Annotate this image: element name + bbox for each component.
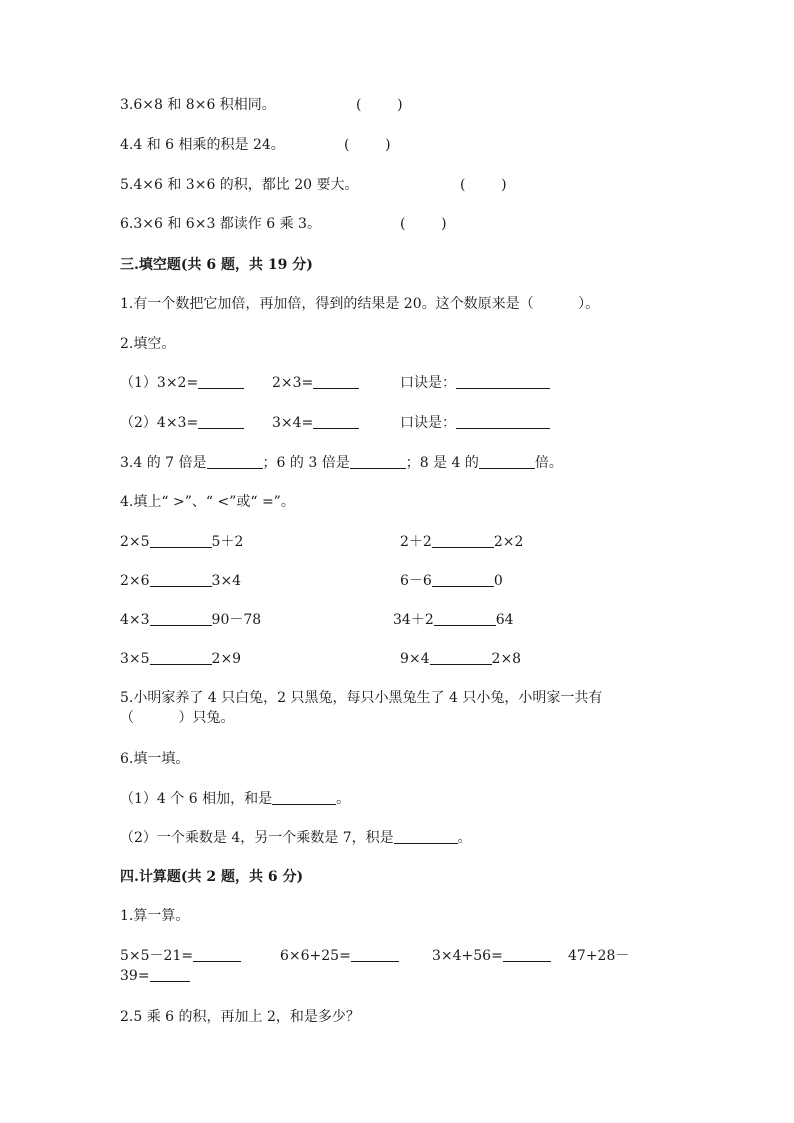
answer-blank[interactable] xyxy=(313,374,359,389)
answer-blank[interactable] xyxy=(207,454,263,469)
calc-expression-4-cont: 39= xyxy=(120,967,190,985)
fill-question-4-title: 4.填上“ >”、“ <”或“ =”。 xyxy=(120,494,295,510)
fill-question-2-row-2-c: 口诀是： xyxy=(400,414,550,432)
fill-question-6-sub-1: （1）4 个 6 相加，和是 。 xyxy=(120,791,351,807)
answer-paren[interactable]: ( ) xyxy=(356,97,403,113)
fill-question-2-row-1-b: 2×3= xyxy=(272,374,359,392)
calc-question-1-title: 1.算一算。 xyxy=(120,908,190,924)
answer-blank[interactable] xyxy=(479,454,535,469)
answer-paren[interactable]: ( ) xyxy=(460,177,507,193)
judge-item-4: 4.4 和 6 相乘的积是 24。 xyxy=(120,137,285,153)
fill-question-2-row-1-c: 口诀是： xyxy=(400,374,550,392)
answer-blank[interactable] xyxy=(456,414,550,429)
judge-item-6: 6.3×6 和 6×3 都读作 6 乘 3。 xyxy=(120,216,321,232)
answer-blank[interactable] xyxy=(394,829,458,844)
answer-blank[interactable] xyxy=(198,374,244,389)
answer-blank[interactable] xyxy=(150,650,212,665)
answer-blank[interactable] xyxy=(351,947,399,962)
calc-question-2: 2.5 乘 6 的积，再加上 2，和是多少？ xyxy=(120,1009,360,1025)
answer-blank[interactable] xyxy=(456,374,550,389)
compare-row-2-right: 6－6 0 xyxy=(400,573,503,589)
answer-blank[interactable] xyxy=(503,947,551,962)
fill-question-5-line-2: （ ）只兔。 xyxy=(120,710,235,726)
answer-blank[interactable] xyxy=(272,790,336,805)
answer-blank[interactable] xyxy=(430,650,492,665)
answer-paren[interactable]: ( ) xyxy=(344,137,391,153)
answer-blank[interactable] xyxy=(150,967,190,982)
answer-blank[interactable] xyxy=(350,454,406,469)
answer-blank[interactable] xyxy=(150,533,212,548)
fill-question-2-title: 2.填空。 xyxy=(120,336,176,352)
answer-blank[interactable] xyxy=(150,572,212,587)
fill-question-6-sub-2: （2）一个乘数是 4，另一个乘数是 7，积是 。 xyxy=(120,830,472,846)
answer-blank[interactable] xyxy=(150,611,212,626)
answer-blank[interactable] xyxy=(198,414,244,429)
section-title-calculation: 四.计算题(共 2 题，共 6 分) xyxy=(120,869,304,885)
compare-row-4-left: 3×5 2×9 xyxy=(120,651,242,667)
fill-question-5-line-1: 5.小明家养了 4 只白兔，2 只黑兔，每只小黑兔生了 4 只小兔，小明家一共有 xyxy=(120,690,603,706)
compare-row-3-right: 34＋2 64 xyxy=(393,612,514,628)
fill-question-6-title: 6.填一填。 xyxy=(120,751,190,767)
compare-row-3-left: 4×3 90－78 xyxy=(120,612,262,628)
compare-row-2-left: 2×6 3×4 xyxy=(120,573,242,589)
fill-question-2-row-1: （1）3×2= xyxy=(120,374,244,392)
fill-question-1: 1.有一个数把它加倍，再加倍，得到的结果是 20。这个数原来是（ ）。 xyxy=(120,296,600,312)
answer-blank[interactable] xyxy=(432,572,494,587)
fill-question-2-row-2-b: 3×4= xyxy=(272,414,359,432)
answer-blank[interactable] xyxy=(434,611,496,626)
answer-blank[interactable] xyxy=(432,533,494,548)
calc-expression-2: 6×6+25= xyxy=(280,947,399,965)
calc-expression-4: 47+28－ xyxy=(568,948,630,964)
answer-blank[interactable] xyxy=(193,947,241,962)
fill-question-2-row-2: （2）4×3= xyxy=(120,414,244,432)
compare-row-4-right: 9×4 2×8 xyxy=(400,651,522,667)
compare-row-1-left: 2×5 5＋2 xyxy=(120,534,244,550)
compare-row-1-right: 2＋2 2×2 xyxy=(400,534,524,550)
calc-expression-3: 3×4+56= xyxy=(432,947,551,965)
calc-expression-1: 5×5－21= xyxy=(120,947,241,965)
judge-item-3: 3.6×8 和 8×6 积相同。 xyxy=(120,97,276,113)
judge-item-5: 5.4×6 和 3×6 的积，都比 20 要大。 xyxy=(120,177,359,193)
answer-paren[interactable]: ( ) xyxy=(400,216,447,232)
fill-question-3: 3.4 的 7 倍是 ；6 的 3 倍是 ；8 是 4 的 倍。 xyxy=(120,455,563,471)
answer-blank[interactable] xyxy=(313,414,359,429)
section-title-fill-blank: 三.填空题(共 6 题，共 19 分) xyxy=(120,257,313,273)
